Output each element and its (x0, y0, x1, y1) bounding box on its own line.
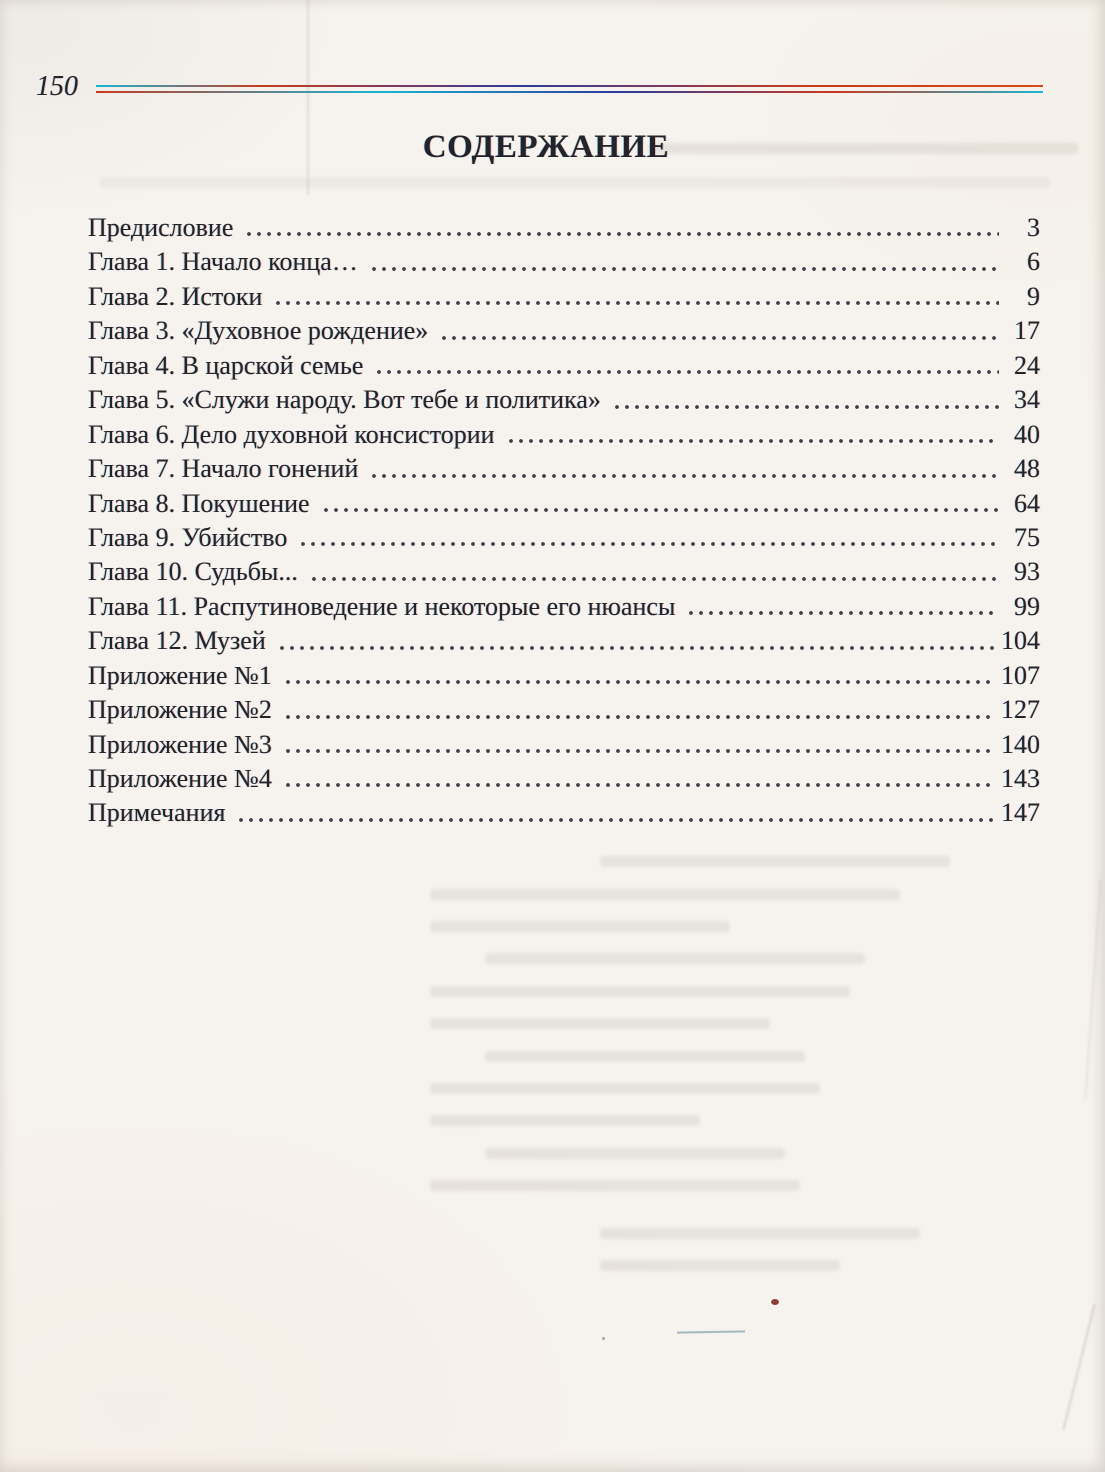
bleedthrough-artifact (430, 1180, 800, 1191)
dot-leader (296, 521, 999, 555)
toc-entry-page: 6 (1027, 247, 1040, 277)
toc-entry-label: Глава 5. «Служи народу. Вот тебе и политика» (88, 385, 601, 415)
bleedthrough-artifact (485, 1051, 805, 1062)
toc-entry (88, 245, 1040, 279)
dot-leader (307, 555, 999, 589)
toc-entry-label: Глава 6. Дело духовной консистории (88, 419, 495, 449)
toc-entry-label: Глава 1. Начало конца… (88, 247, 358, 277)
toc-entry (88, 349, 1040, 383)
toc-entry-page: 147 (1001, 798, 1040, 828)
header-rule-bottom-line (96, 91, 1043, 93)
toc-entry (88, 452, 1040, 486)
bleedthrough-artifact (430, 986, 850, 997)
toc-entry-page: 24 (1014, 350, 1040, 380)
header-rule-top-line (96, 85, 1043, 87)
toc-entry-label: Приложение №4 (88, 764, 272, 793)
toc-entry-label: Примечания (88, 798, 226, 828)
toc-entry-label: Предисловие (88, 213, 234, 242)
paper-crease (1084, 880, 1101, 1100)
bleedthrough-artifact (600, 1228, 920, 1239)
dot-leader (281, 693, 994, 727)
toc-entry-label: Глава 4. В царской семье (88, 350, 364, 380)
toc-entry-page: 140 (1001, 729, 1040, 759)
dust-dot (602, 1337, 605, 1340)
toc-entry (88, 211, 1040, 245)
toc-entry-page: 143 (1001, 764, 1040, 793)
toc-entry (88, 590, 1040, 624)
toc-entry-label: Глава 8. Покушение (88, 488, 310, 518)
toc-entry-label: Глава 3. «Духовное рождение» (88, 316, 429, 346)
toc-entry-page: 3 (1027, 213, 1040, 242)
toc-entry-page: 9 (1027, 281, 1040, 311)
toc-entry (88, 728, 1040, 762)
toc-entry-page: 127 (1001, 695, 1040, 725)
header-rule (96, 84, 1043, 94)
bleedthrough-artifact (485, 953, 865, 964)
toc-entry-page: 48 (1014, 454, 1040, 484)
toc-entry (88, 383, 1040, 417)
toc-entry-page: 64 (1014, 488, 1040, 518)
dot-leader (437, 314, 999, 348)
dot-leader (367, 452, 999, 486)
page-number: 150 (36, 71, 78, 102)
toc-entry-page: 75 (1014, 522, 1040, 552)
dot-leader (275, 624, 994, 658)
toc-entry-label: Глава 11. Распутиноведение и некоторые его нюансы (88, 591, 676, 621)
toc-entry-label: Глава 9. Убийство (88, 522, 288, 552)
toc-entry (88, 418, 1040, 452)
bleedthrough-artifact (430, 921, 730, 932)
toc-entry (88, 762, 1040, 796)
toc-list (88, 211, 1040, 831)
ink-speck (771, 1299, 779, 1305)
dot-leader (281, 762, 994, 796)
bleedthrough-artifact (430, 1083, 820, 1094)
toc-entry (88, 624, 1040, 658)
bleedthrough-artifact (485, 1148, 785, 1159)
toc-entry-label: Приложение №2 (88, 695, 272, 725)
toc-entry (88, 521, 1040, 555)
toc-entry-page: 40 (1014, 419, 1040, 449)
dot-leader (271, 280, 999, 314)
toc-entry-label: Глава 10. Судьбы... (88, 557, 298, 587)
dot-leader (281, 659, 994, 693)
page-title: СОДЕРЖАНИЕ (422, 129, 670, 165)
scratch-mark (677, 1330, 745, 1333)
dot-leader (372, 349, 999, 383)
bleedthrough-artifact (430, 1115, 700, 1126)
toc-entry-page: 107 (1001, 660, 1040, 690)
toc-entry-page: 99 (1014, 591, 1040, 621)
toc-entry-page: 17 (1014, 316, 1040, 346)
toc-entry-label: Приложение №1 (88, 660, 272, 690)
toc-entry (88, 555, 1040, 589)
dot-leader (504, 418, 999, 452)
toc-entry-label: Глава 7. Начало гонений (88, 454, 359, 484)
dot-leader (319, 487, 999, 521)
toc-entry-label: Глава 12. Музей (88, 626, 266, 656)
dot-leader (281, 728, 994, 762)
toc-entry-page: 104 (1001, 626, 1040, 656)
dot-leader (234, 796, 994, 830)
bleedthrough-artifact (100, 177, 1050, 188)
bleedthrough-artifact (430, 889, 900, 900)
toc-entry (88, 796, 1040, 830)
toc-entry-page: 93 (1014, 557, 1040, 587)
toc-entry-label: Приложение №3 (88, 729, 272, 759)
toc-entry (88, 487, 1040, 521)
bleedthrough-artifact (600, 1260, 840, 1271)
paper-crease (1062, 1304, 1095, 1431)
toc-entry-label: Глава 2. Истоки (88, 281, 263, 311)
dot-leader (242, 211, 999, 245)
toc-entry (88, 659, 1040, 693)
toc-entry-page: 34 (1014, 385, 1040, 415)
dot-leader (367, 245, 999, 279)
bleedthrough-artifact (430, 1018, 770, 1029)
toc-entry (88, 693, 1040, 727)
bleedthrough-artifact (600, 856, 950, 867)
toc-entry (88, 280, 1040, 314)
toc-entry (88, 314, 1040, 348)
dot-leader (610, 383, 999, 417)
dot-leader (684, 590, 999, 624)
